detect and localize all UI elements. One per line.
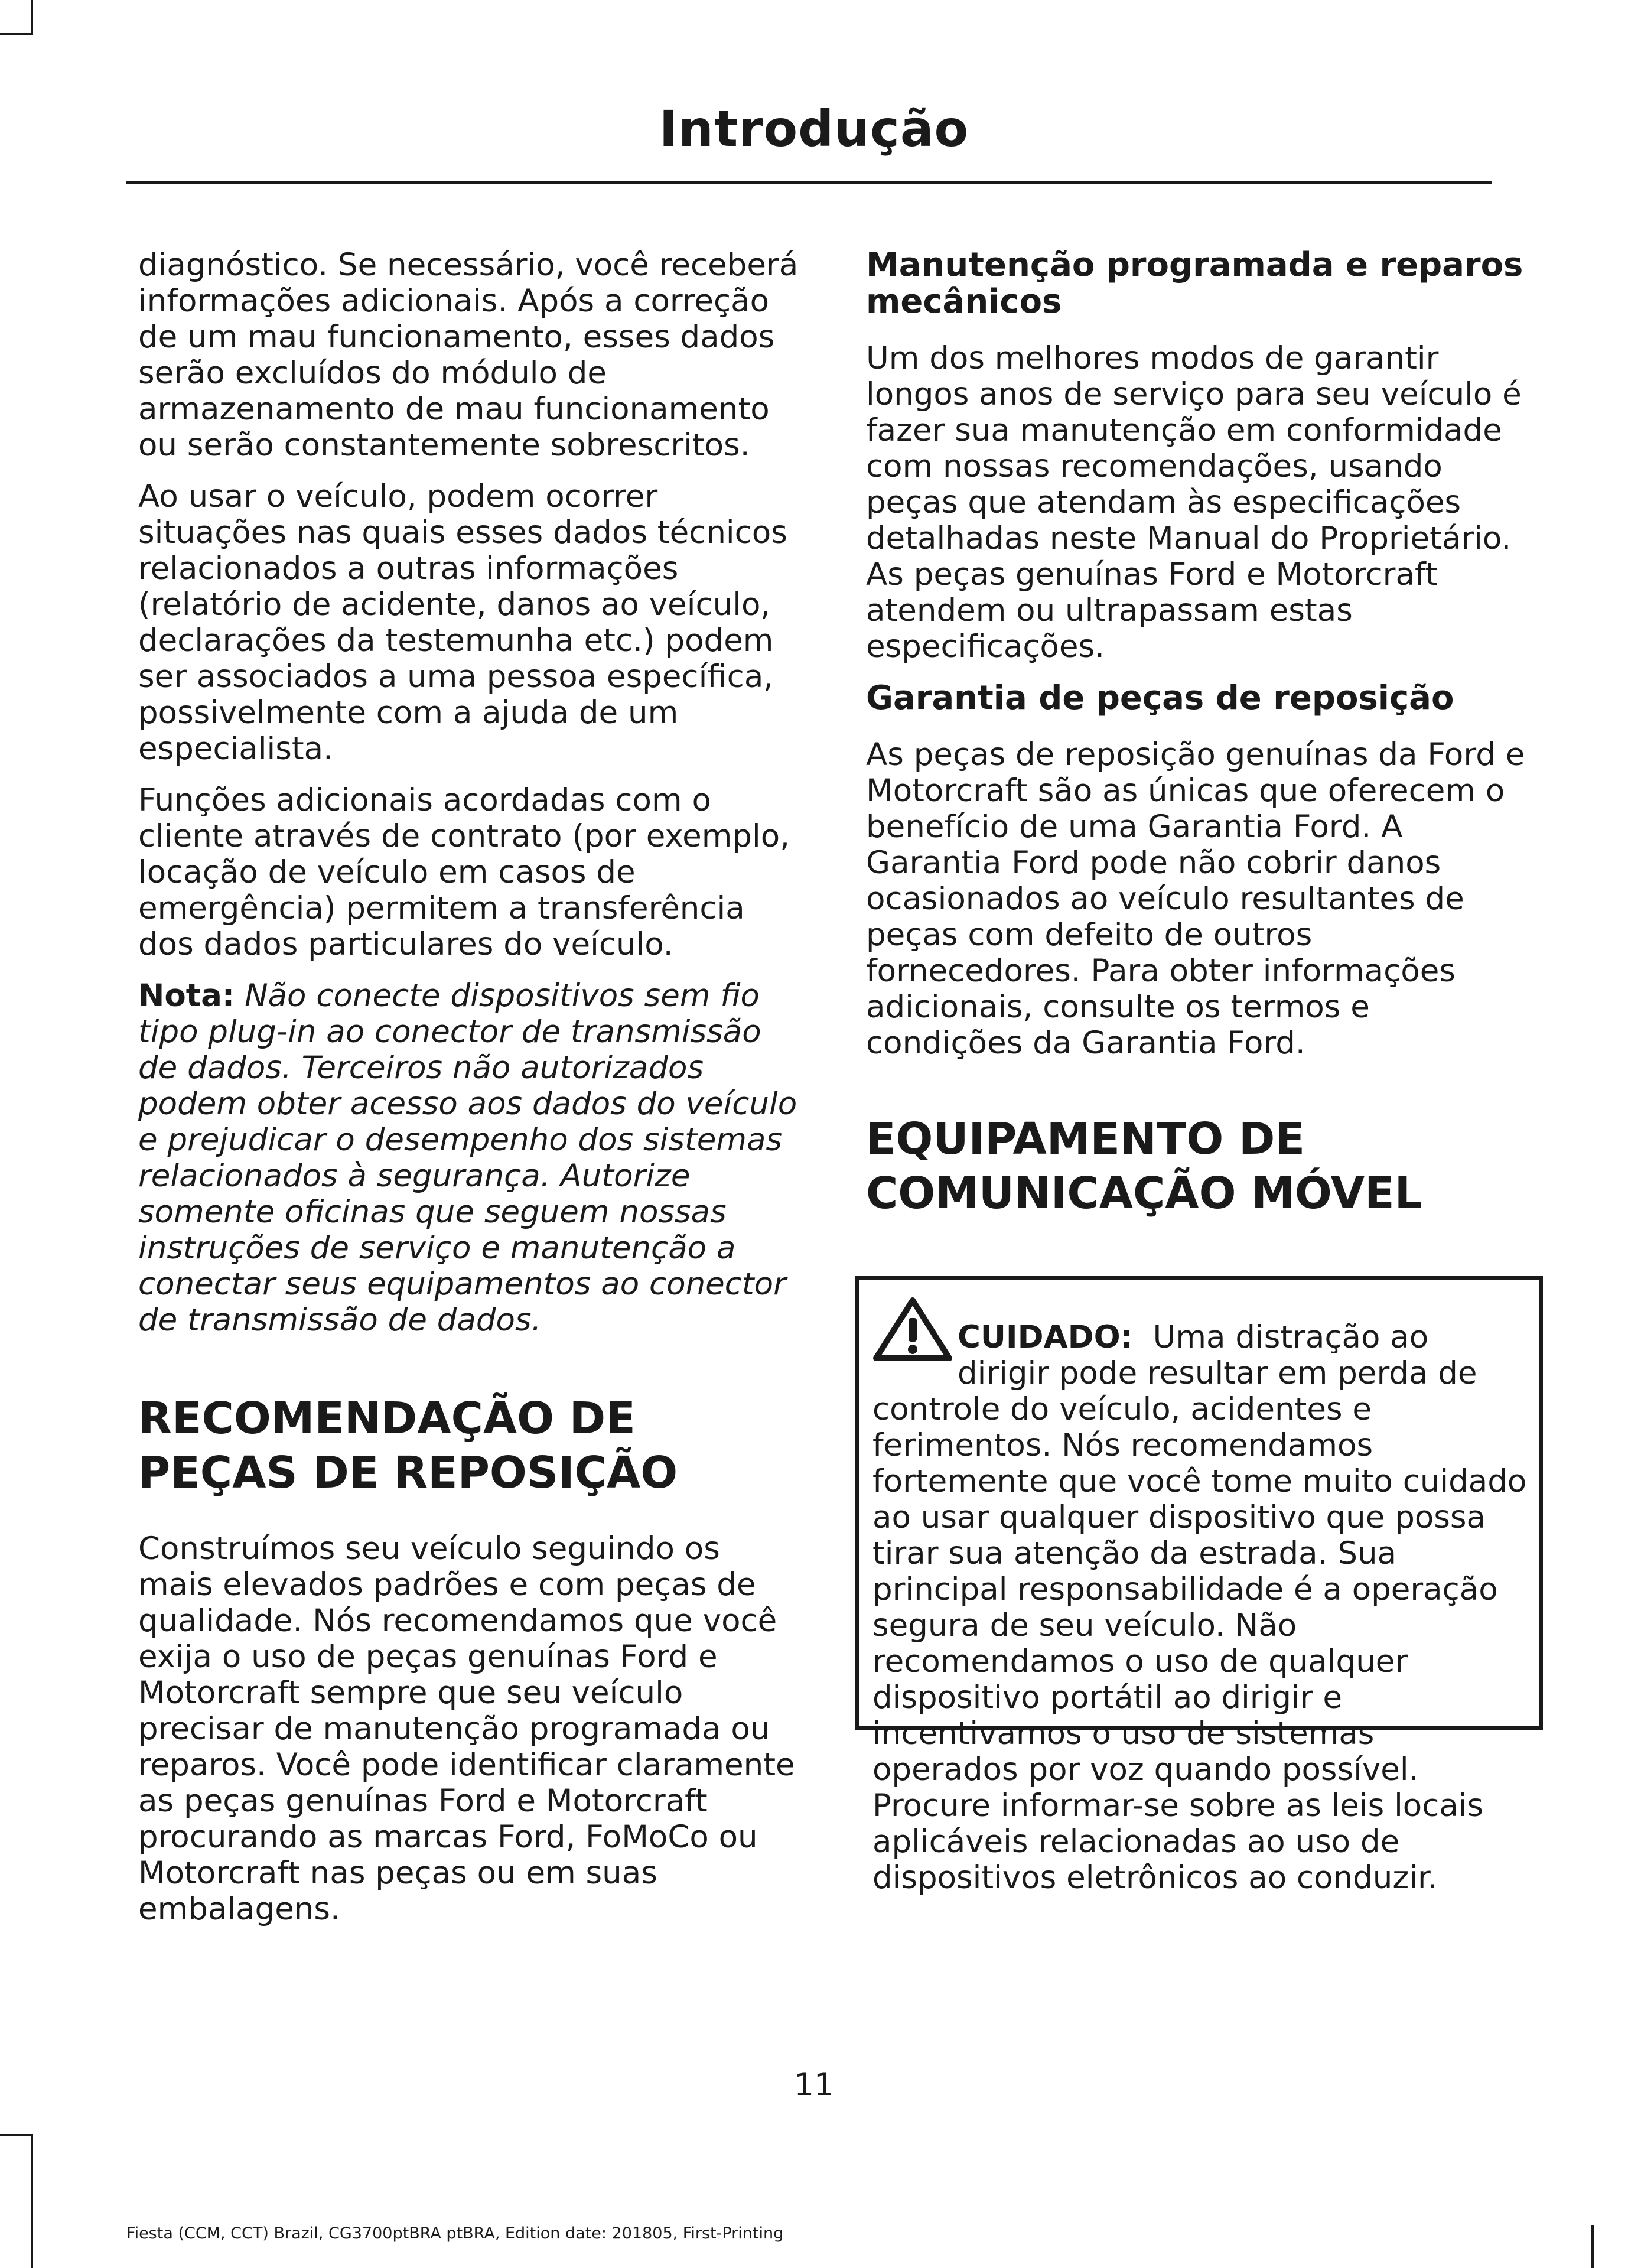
paragraph-construimos: Construímos seu veículo seguindo os mais elevados padrões e com peças de qualidade. Nós recomendamos que você exija o uso de peças genuínas Ford e Motorcraft sempre que seu veículo precisar de manutenção programada ou reparos. Você pode identificar claramente as peças genuínas Ford e Motorcraft procurando as marcas Ford, FoMoCo ou Motorcraft nas peças ou em suas embalagens. <box>138 1531 795 1927</box>
crop-mark <box>0 33 33 35</box>
warning-label: CUIDADO: <box>958 1319 1133 1355</box>
crop-mark <box>31 2134 33 2268</box>
paragraph-diagnostico: diagnóstico. Se necessário, você receberá informações adicionais. Após a correção de um mau funcionamento, esses dados serão excluídos do módulo de armazenamento de mau funcionamento ou serão constantemente sobrescritos. <box>138 247 799 463</box>
paragraph-dados-tecnicos: Ao usar o veículo, podem ocorrer situações nas quais esses dados técnicos relacionados a outras informações (relatório de acidente, danos ao veículo, declarações da testemunha etc.) podem ser associados a uma pessoa específica, possivelmente com a ajuda de um especialista. <box>138 479 787 767</box>
right-column <box>866 247 1531 1221</box>
warning-box <box>855 1276 1543 1896</box>
left-column <box>138 247 803 1942</box>
warning-paragraph <box>872 1297 1528 1896</box>
crop-mark <box>31 0 33 34</box>
paragraph-garantia: As peças de reposição genuínas da Ford e Motorcraft são as únicas que oferecem o benefício de uma Garantia Ford. A Garantia Ford pode não cobrir danos ocasionados ao veículo resultantes de peças com defeito de outros fornecedores. Para obter informações adicionais, consulte os termos e condições da Garantia Ford. <box>866 737 1525 1061</box>
note-text: Não conecte dispositivos sem fio tipo plug-in ao conector de transmissão de dados. Terceiros não autorizados podem obter acesso aos dados do veículo e prejudicar o desempenho dos sistemas relacionados à segurança. Autorize somente oficinas que seguem nossas instruções de serviço e manutenção a conectar seus equipamentos ao conector de transmissão de dados. <box>138 978 797 1338</box>
subheading-garantia: Garantia de peças de reposição <box>866 679 1454 717</box>
paragraph-manutencao: Um dos melhores modos de garantir longos anos de serviço para seu veículo é fazer sua manutenção em conformidade com nossas recomendações, usando peças que atendam às especificações detalhadas neste Manual do Proprietário. As peças genuínas Ford e Motorcraft atendem ou ultrapassam estas especificações. <box>866 340 1522 665</box>
page-title: Introdução <box>659 100 969 158</box>
warning-triangle-icon <box>872 1297 953 1362</box>
section-heading-comunicacao-movel: EQUIPAMENTO DE COMUNICAÇÃO MÓVEL <box>866 1114 1422 1219</box>
crop-mark <box>0 2134 33 2136</box>
note-label: Nota: <box>138 978 235 1014</box>
warning-text: Uma distração ao dirigir pode resultar em perda de controle do veículo, acidentes e ferimentos. Nós recomendamos fortemente que você tome muito cuidado ao usar qualquer dispositivo que possa tirar sua atenção da estrada. Sua principal responsabilidade é a operação segura de seu veículo. Não recomendamos o uso de qualquer dispositivo portátil ao dirigir e incentivamos o uso de sistemas operados por voz quando possível. Procure informar-se sobre as leis locais aplicáveis relacionadas ao uso de dispositivos eletrônicos ao conduzir. <box>872 1319 1527 1896</box>
section-heading-pecas-reposicao: RECOMENDAÇÃO DE PEÇAS DE REPOSIÇÃO <box>138 1393 678 1498</box>
subheading-manutencao: Manutenção programada e reparos mecânicos <box>866 246 1523 321</box>
note-paragraph <box>138 978 803 1338</box>
footer-edition-info: Fiesta (CCM, CCT) Brazil, CG3700ptBRA ptBRA, Edition date: 201805, First-Printing <box>126 2224 784 2243</box>
paragraph-funcoes-adicionais: Funções adicionais acordadas com o cliente através de contrato (por exemplo, locação de veículo em casos de emergência) permitem a transferência dos dados particulares do veículo. <box>138 782 790 962</box>
page-number: 11 <box>794 2067 834 2103</box>
crop-mark <box>1591 2225 1594 2268</box>
header-divider <box>126 181 1492 184</box>
